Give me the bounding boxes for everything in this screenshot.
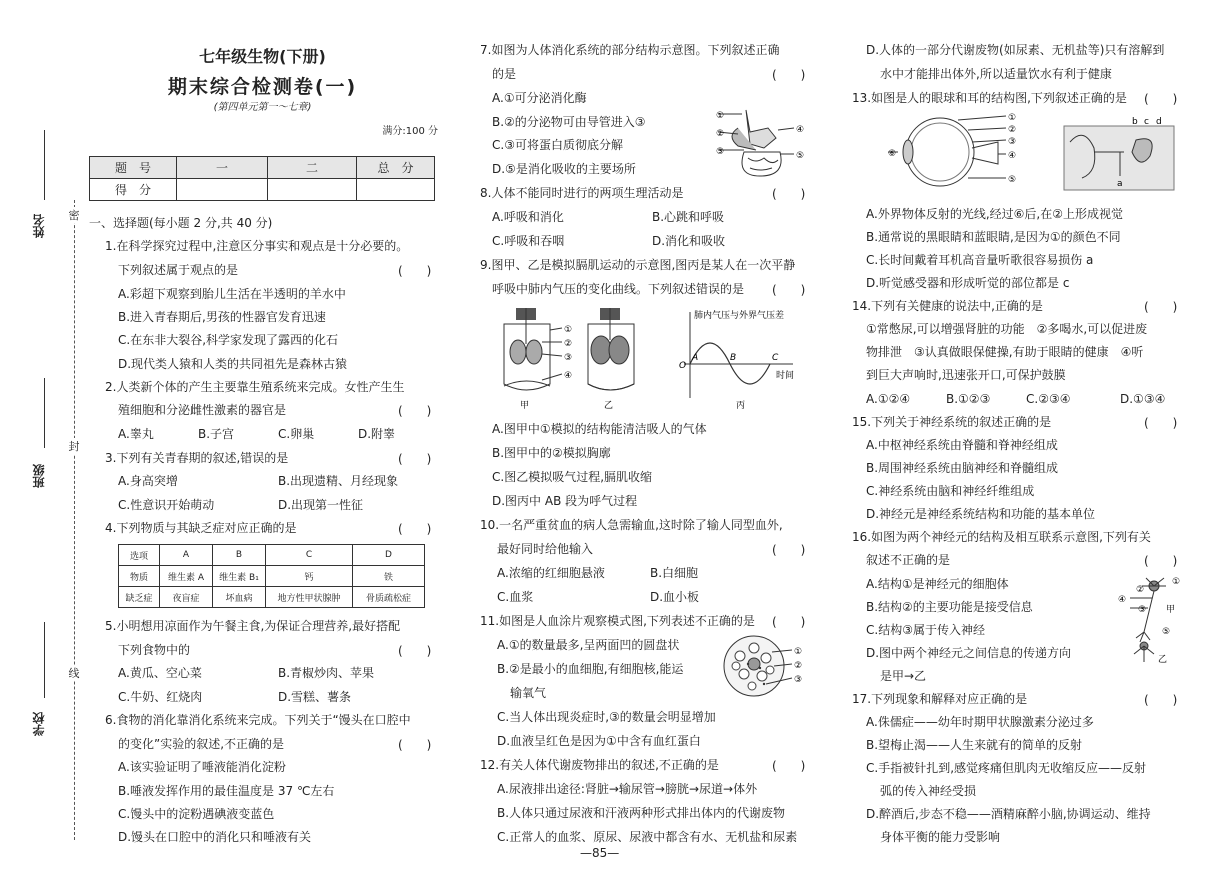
question-line: C.神经系统由脑和神经纤维组成 [866,484,1035,498]
fig13-eye-label: ① [1008,113,1017,123]
blood-smear-figure [720,634,812,700]
question-line: B.结构②的主要功能是接受信息 [866,600,1033,614]
question-line: 17.下列现象和解释对应正确的是 [852,692,1028,706]
vitamin-cell: C [266,545,353,566]
question-line: D.消化和吸收 [652,234,726,248]
fig13-ear-label: c [1144,117,1149,127]
question-line: 15.下列关于神经系统的叙述正确的是 [852,415,1052,429]
question-line: B.人体只通过尿液和汗液两种形式排出体内的代谢废物 [497,806,786,820]
fig16-label-yi: 乙 [1158,655,1168,665]
question-line: D.出现第一性征 [278,498,364,512]
vitamin-cell: 钙 [266,566,353,587]
fig13-eye-label: ② [1008,125,1017,135]
fig13-ear-label: a [1117,179,1123,189]
question-line: D.人体的一部分代谢废物(如尿素、无机盐等)只有溶解到 [866,43,1165,57]
fig13-ear-label: d [1156,117,1162,127]
question-line: C.性意识开始萌动 [118,498,215,512]
score-cell[interactable] [357,179,435,201]
question-line: 3.下列有关青春期的叙述,错误的是 [105,451,289,465]
name-field-label: 姓名 [32,214,46,238]
question-line: C.在东非大裂谷,科学家发现了露西的化石 [118,333,339,347]
question-line: 物排泄 ③认真做眼保健操,有助于眼睛的健康 ④听 [866,345,1144,359]
fig9-label: ① [564,325,573,335]
fig9-label: ② [564,339,573,349]
question-line: A.①②④ [866,392,911,406]
answer-blank[interactable]: ( ) [398,644,432,658]
question-line: A.侏儒症——幼年时期甲状腺激素分泌过多 [866,715,1094,729]
question-line: C.牛奶、红烧肉 [118,690,203,704]
fig16-label-jia: 甲 [1166,605,1176,615]
answer-blank[interactable]: ( ) [398,264,432,278]
grade-header-cell: 二 [268,157,357,179]
answer-blank[interactable]: ( ) [398,738,432,752]
question-line: A.中枢神经系统由脊髓和脊神经组成 [866,438,1058,452]
question-line: 身体平衡的能力受影响 [880,830,1001,844]
question-line: C.手指被针扎到,感觉疼痛但肌肉无收缩反应——反射 [866,761,1147,775]
fig9-label: ③ [564,353,573,363]
neuron-figure [1108,572,1190,668]
question-line: A.①的数量最多,呈两面凹的圆盘状 [497,638,680,652]
fig9-point-b: B [730,353,737,363]
question-line: A.结构①是神经元的细胞体 [866,577,1009,591]
vitamin-cell: 骨质疏松症 [353,587,425,608]
question-line: C.长时间戴着耳机高音量听歌很容易损伤 a [866,253,1094,267]
class-field-label: 班级 [32,464,46,488]
question-line: C.③可将蛋白质彻底分解 [492,138,623,152]
grade-header-cell: 题 号 [90,157,177,179]
question-line: 殖细胞和分泌雌性激素的器官是 [118,403,287,417]
vitamin-cell: 坏血病 [213,587,266,608]
fig9-point-c: C [772,353,779,363]
vitamin-table [118,544,425,608]
question-line: B.图甲中的②模拟胸廓 [492,446,611,460]
question-line: B.②是最小的血细胞,有细胞核,能运 [497,662,684,676]
grade-header-cell: 一 [177,157,268,179]
question-line: C.卵巢 [278,427,315,441]
fig9-origin: O [679,361,687,371]
question-line: 12.有关人体代谢废物排出的叙述,不正确的是 [480,758,719,772]
question-line: A.外界物体反射的光线,经过⑥后,在②上形成视觉 [866,207,1123,221]
fig16-label: ⑤ [1162,627,1171,637]
fig13-eye-label: ⑥ [888,149,897,159]
fig9-label: ④ [564,371,573,381]
question-line: A.图甲中①模拟的结构能清洁吸人的气体 [492,422,707,436]
question-line: C.②③④ [1026,392,1071,406]
question-line: B.子宫 [198,427,235,441]
question-line: D.血小板 [650,590,700,604]
name-field-line[interactable] [44,130,45,200]
grade-table [89,156,435,201]
question-line: C.当人体出现炎症时,③的数量会明显增加 [497,710,716,724]
fig13-ear-label: b [1132,117,1138,127]
fig16-label: ④ [1118,595,1127,605]
question-line: B.望梅止渴——人生来就有的简单的反射 [866,738,1083,752]
answer-blank[interactable]: ( ) [1144,554,1178,568]
answer-blank[interactable]: ( ) [1144,300,1178,314]
question-line: B.白细胞 [650,566,699,580]
answer-blank[interactable]: ( ) [1144,693,1178,707]
question-line: 14.下列有关健康的说法中,正确的是 [852,299,1043,313]
question-line: D.附睾 [358,427,396,441]
answer-blank[interactable]: ( ) [1144,92,1178,106]
full-score: 满分:100 分 [382,126,438,137]
fig13-eye-label: ④ [1008,151,1017,161]
eye-ear-figure [888,112,1193,196]
vitamin-cell: 维生素 A [160,566,213,587]
question-line: 4.下列物质与其缺乏症对应正确的是 [105,521,297,535]
vitamin-cell: 地方性甲状腺肿 [266,587,353,608]
question-line: D.现代类人猿和人类的共同祖先是森林古猿 [118,357,348,371]
question-line: 呼吸中肺内气压的变化曲线。下列叙述错误的是 [492,282,745,296]
question-line: 水中才能排出体外,所以适量饮水有利于健康 [880,67,1112,81]
question-line: D.雪糕、薯条 [278,690,352,704]
fig9-point-a: A [692,353,699,363]
question-line: 下列食物中的 [118,643,191,657]
question-line: A.彩超下观察到胎儿生活在半透明的羊水中 [118,287,346,301]
answer-blank[interactable]: ( ) [772,759,806,773]
fig7-label: ④ [796,125,805,135]
question-line: A.尿液排出途径:肾脏→输尿管→膀胱→尿道→体外 [497,782,758,796]
answer-blank[interactable]: ( ) [772,615,806,629]
answer-blank[interactable]: ( ) [398,522,432,536]
fig7-label: ① [716,111,725,121]
question-line: A.身高突增 [118,474,178,488]
question-line: D.听觉感受器和形成听觉的部位都是 c [866,276,1070,290]
grade-row-label: 得 分 [90,179,177,201]
question-line: C.正常人的血浆、原尿、尿液中都含有水、无机盐和尿素 [497,830,798,844]
fig16-label: ② [1136,585,1145,595]
gutter-mark-xian: 线 [66,665,82,681]
fig13-eye-label: ③ [1008,137,1017,147]
question-line: C.馒头中的淀粉遇碘液变蓝色 [118,807,275,821]
course-title: 七年级生物(下册) [199,47,326,66]
fig9-label-jia: 甲 [520,401,530,411]
question-line: 13.如图是人的眼球和耳的结构图,下列叙述正确的是 [852,91,1127,105]
question-line: C.图乙模拟吸气过程,膈肌收缩 [492,470,653,484]
answer-blank[interactable]: ( ) [772,283,806,297]
fig16-label: ③ [1138,605,1147,615]
class-field-line[interactable] [44,378,45,448]
question-line: 到巨大声响时,迅速张开口,可保护鼓膜 [866,368,1066,382]
fig9-x-axis: 时间 [776,371,795,381]
fig9-label-yi: 乙 [604,401,614,411]
question-line: 6.食物的消化靠消化系统来完成。下列关于“馒头在口腔中 [105,713,411,727]
question-line: 的变化”实验的叙述,不正确的是 [118,737,285,751]
exam-title: 期末综合检测卷(一) [167,76,358,98]
question-line: 10.一名严重贫血的病人急需输血,这时除了输人同型血外, [480,518,783,532]
fig13-eye-label: ⑤ [1008,175,1017,185]
question-line: B.②的分泌物可由导管进入③ [492,115,646,129]
fig7-label: ② [716,129,725,139]
question-line: D.⑤是消化吸收的主要场所 [492,162,636,176]
vitamin-cell: B [213,545,266,566]
fig11-label: ① [794,647,803,657]
fig11-label: ③ [794,675,803,685]
question-line: B.①②③ [946,392,991,406]
question-line: B.出现遗精、月经现象 [278,474,399,488]
question-line: 5.小明想用凉面作为午餐主食,为保证合理营养,最好搭配 [105,619,401,633]
score-cell[interactable] [177,179,268,201]
question-line: D.图中两个神经元之间信息的传递方向 [866,646,1072,660]
fig9-label-bing: 丙 [736,401,746,411]
vitamin-cell: 物质 [119,566,160,587]
exam-scope: (第四单元第一～七章) [213,102,312,113]
question-line: A.①可分泌消化酶 [492,91,587,105]
question-line: D.馒头在口腔中的消化只和唾液有关 [118,830,312,844]
question-line: D.图丙中 AB 段为呼气过程 [492,494,638,508]
answer-blank[interactable]: ( ) [772,543,806,557]
question-line: A.睾丸 [118,427,154,441]
vitamin-cell: 缺乏症 [119,587,160,608]
binding-dashed-line [74,200,75,840]
vitamin-cell: A [160,545,213,566]
question-line: 16.如图为两个神经元的结构及相互联系示意图,下列有关 [852,530,1151,544]
question-line: 叙述不正确的是 [866,553,951,567]
gutter-mark-feng: 封 [66,438,82,454]
question-line: 下列叙述属于观点的是 [118,263,239,277]
question-line: D.醉酒后,步态不稳——酒精麻醉小脑,协调运动、维持 [866,807,1151,821]
question-line: A.浓缩的红细胞悬液 [497,566,605,580]
page-number: —85— [580,846,620,860]
question-line: 1.在科学探究过程中,注意区分事实和观点是十分必要的。 [105,239,409,253]
question-line: D.神经元是神经系统结构和功能的基本单位 [866,507,1096,521]
question-line: 11.如图是人血涂片观察模式图,下列表述不正确的是 [480,614,755,628]
section-title: 一、选择题(每小题 2 分,共 40 分) [89,216,273,230]
fig7-label: ③ [716,147,725,157]
question-line: B.心跳和呼吸 [652,210,725,224]
question-line: 7.如图为人体消化系统的部分结构示意图。下列叙述正确 [480,43,780,57]
question-line: C.血浆 [497,590,534,604]
question-line: 2.人类新个体的产生主要靠生殖系统来完成。女性产生生 [105,380,405,394]
question-line: B.唾液发挥作用的最佳温度是 37 ℃左右 [118,784,335,798]
question-line: 最好同时给他输入 [497,542,594,556]
score-cell[interactable] [268,179,357,201]
vitamin-cell: 夜盲症 [160,587,213,608]
fig16-label: ① [1172,577,1181,587]
gutter-mark-mi: 密 [66,207,82,223]
fig7-label: ⑤ [796,151,805,161]
question-line: B.青椒炒肉、苹果 [278,666,375,680]
question-line: A.黄瓜、空心菜 [118,666,202,680]
digestive-system-figure [716,106,810,184]
fig11-label: ② [794,661,803,671]
answer-blank[interactable]: ( ) [772,68,806,82]
school-field-label: 学校 [32,712,46,736]
answer-blank[interactable]: ( ) [398,452,432,466]
vitamin-cell: 选项 [119,545,160,566]
question-line: B.周围神经系统由脑神经和脊髓组成 [866,461,1059,475]
question-line: 9.图甲、乙是模拟膈肌运动的示意图,图丙是某人在一次平静 [480,258,796,272]
breathing-model-figure [498,304,803,414]
grade-header-cell: 总 分 [357,157,435,179]
question-line: B.通常说的黑眼睛和蓝眼睛,是因为①的颜色不同 [866,230,1121,244]
question-line: ①常憋尿,可以增强肾脏的功能 ②多喝水,可以促进废 [866,322,1148,336]
question-line: 的是 [492,67,517,81]
question-line: B.进入青春期后,男孩的性器官发育迅速 [118,310,326,324]
answer-blank[interactable]: ( ) [772,187,806,201]
vitamin-cell: D [353,545,425,566]
vitamin-cell: 铁 [353,566,425,587]
question-line: A.该实验证明了唾液能消化淀粉 [118,760,286,774]
question-line: 8.人体不能同时进行的两项生理活动是 [480,186,684,200]
vitamin-cell: 维生素 B₁ [213,566,266,587]
question-line: D.①③④ [1120,392,1166,406]
question-line: 弧的传入神经受损 [880,784,977,798]
answer-blank[interactable]: ( ) [398,404,432,418]
school-field-line[interactable] [44,622,45,698]
question-line: C.结构③属于传入神经 [866,623,985,637]
question-line: C.呼吸和吞咽 [492,234,565,248]
fig9-y-axis: 肺内气压与外界气压差 [694,311,785,321]
question-line: 输氧气 [510,686,547,700]
question-line: A.呼吸和消化 [492,210,564,224]
answer-blank[interactable]: ( ) [1144,416,1178,430]
question-line: D.血液呈红色是因为①中含有血红蛋白 [497,734,701,748]
question-line: 是甲→乙 [880,669,927,683]
